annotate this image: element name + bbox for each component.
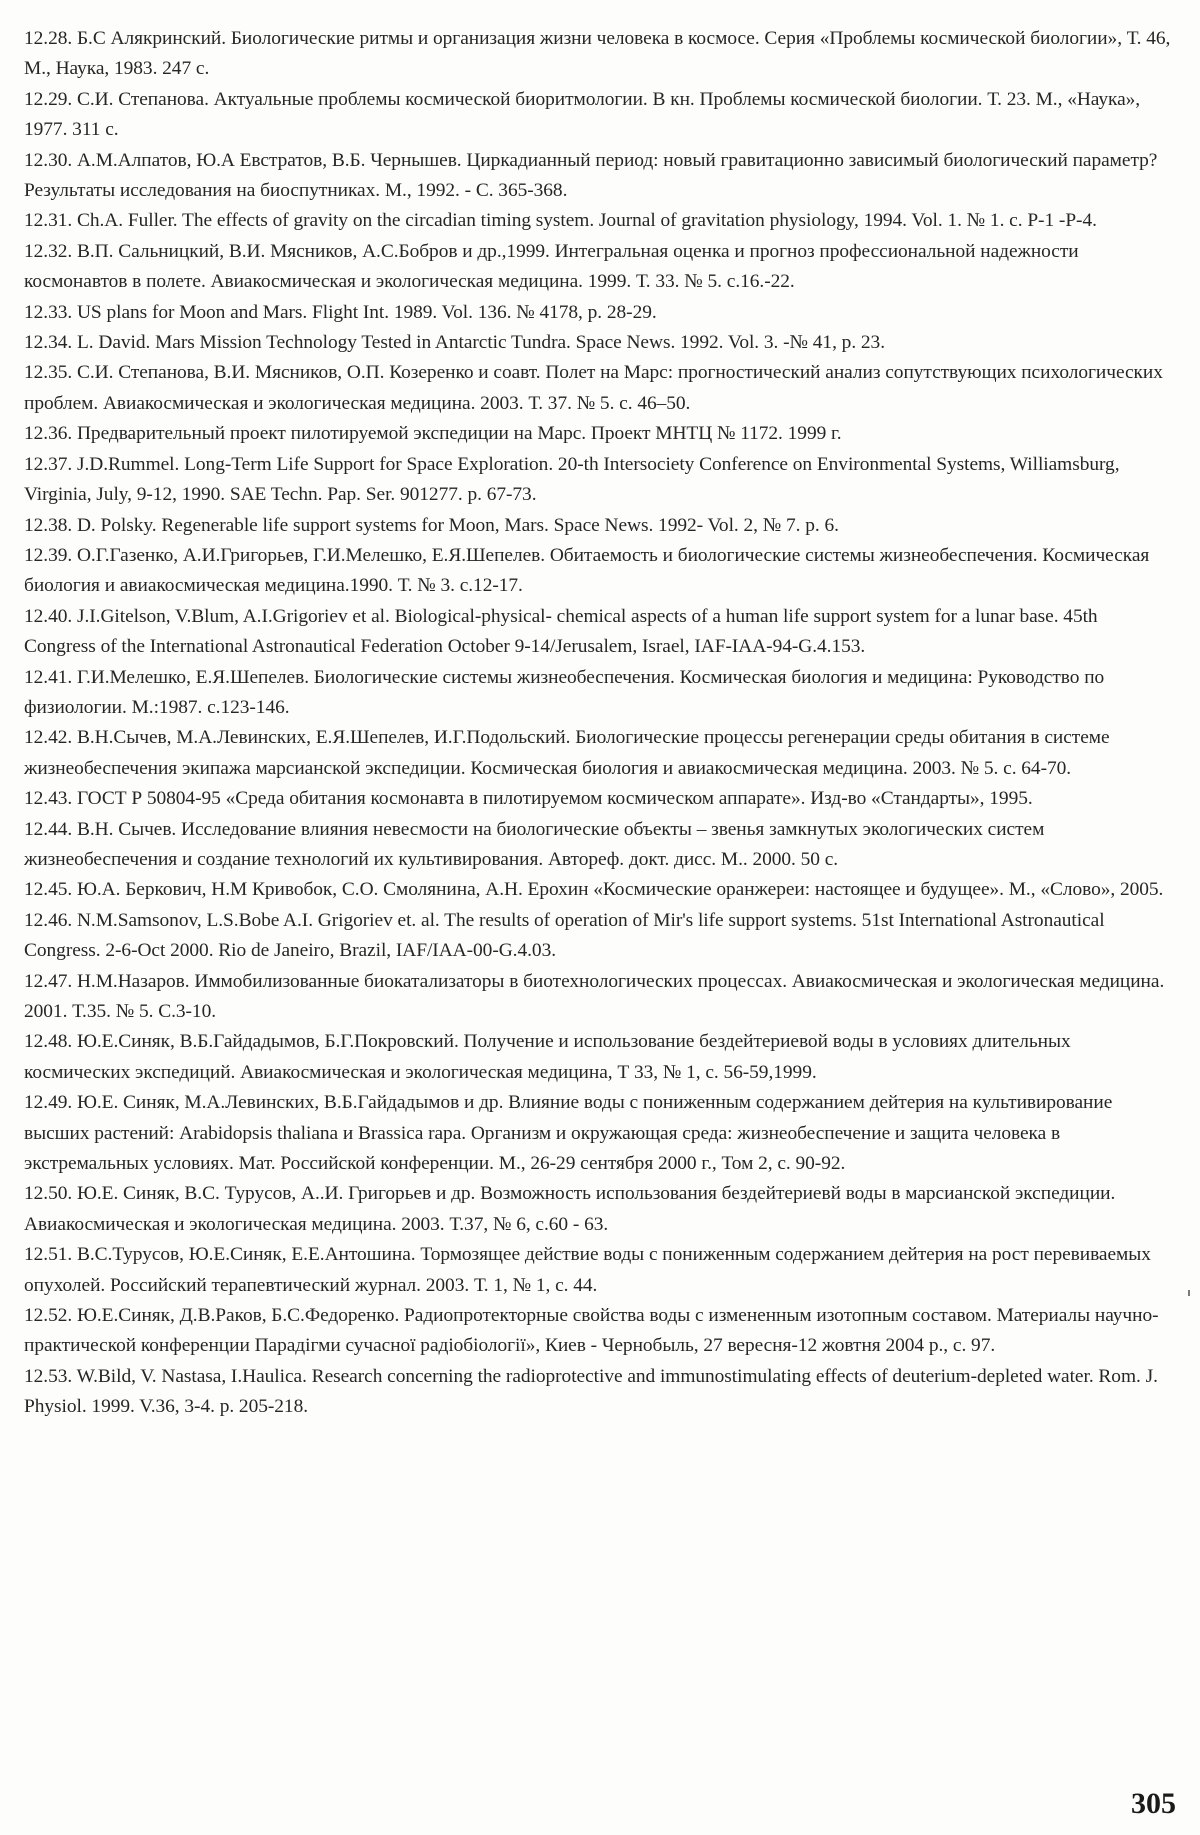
reference-entry: 12.28. Б.С Алякринский. Биологические ритмы и организация жизни человека в космосе. Серия «Проблемы космической биологии», Т. 46, М., Наука, 1983. 247 с. <box>24 28 1171 80</box>
reference-entry: 12.30. А.М.Алпатов, Ю.А Евстратов, В.Б. Чернышев. Циркадианный период: новый гравитационно зависимый биологический параметр? Результаты исследования на биоспутниках. М., 1992. - С. 365-368. <box>24 149 1158 202</box>
reference-entry: 12.52. Ю.Е.Синяк, Д.В.Раков, Б.С.Федоренко. Радиопротекторные свойства воды с измененным изотопным составом. Материалы научно-практической конференции Парадігми сучасної радіобіології», Киев - Чернобыль, 27 вересня-12 жовтня 2004 р., с. 97. <box>24 1305 1159 1357</box>
reference-entry: 12.34. L. David. Mars Mission Technology Tested in Antarctic Tundra. Space News. 1992. Vol. 3. -№ 41, p. 23. <box>24 332 886 354</box>
reference-entry: 12.45. Ю.А. Беркович, Н.М Кривобок, С.О. Смолянина, А.Н. Ерохин «Космические оранжереи: настоящее и будущее». М., «Слово», 2005. <box>24 879 1164 901</box>
reference-entry: 12.44. В.Н. Сычев. Исследование влияния невесмости на биологические объекты – звенья замкнутых экологических систем жизнеобеспечения и создание технологий их культивирования. Автореф. докт. дисс. М.. 2000. 50 с. <box>24 818 1045 870</box>
reference-entry: 12.41. Г.И.Мелешко, Е.Я.Шепелев. Биологические системы жизнеобеспечения. Космическая биология и медицина: Руководство по физиологии. М.:1987. с.123-146. <box>24 666 1105 718</box>
reference-entry: 12.53. W.Bild, V. Nastasa, I.Haulica. Research concerning the radioprotective and immunostimulating effects of deuterium-depleted water. Rom. J. Physiol. 1999. V.36, 3-4. p. 205-218. <box>24 1365 1158 1418</box>
reference-entry: 12.37. J.D.Rummel. Long-Term Life Support for Space Exploration. 20-th Intersociety Conference on Environmental Systems, Williamsburg, Virginia, July, 9-12, 1990. SAE Techn. Pap. Ser. 901277. p. 67-73. <box>24 453 1120 506</box>
reference-entry: 12.48. Ю.Е.Синяк, В.Б.Гайдадымов, Б.Г.Покровский. Получение и использование бездейтериевой воды в условиях длительных космических экспедиций. Авиакосмическая и экологическая медицина, Т 33, № 1, с. 56-59,1999. <box>24 1031 1071 1083</box>
reference-entry: 12.42. В.Н.Сычев, М.А.Левинских, Е.Я.Шепелев, И.Г.Подольский. Биологические процессы регенерации среды обитания в системе жизнеобеспечения экипажа марсианской экспедиции. Космическая биология и авиакосмическая медицина. 2003. № 5. с. 64-70. <box>24 727 1110 779</box>
reference-entry: 12.31. Ch.A. Fuller. The effects of gravity on the circadian timing system. Journal of gravitation physiology, 1994. Vol. 1. № 1. c. P-1 -P-4. <box>24 210 1097 232</box>
reference-entry: 12.36. Предварительный проект пилотируемой экспедиции на Марс. Проект МНТЦ № 1172. 1999 г. <box>24 423 842 445</box>
reference-entry: 12.33. US plans for Moon and Mars. Flight Int. 1989. Vol. 136. № 4178, p. 28-29. <box>24 301 657 323</box>
reference-entry: 12.49. Ю.Е. Синяк, М.А.Левинских, В.Б.Гайдадымов и др. Влияние воды с пониженным содержанием дейтерия на культивирование высших растений: Arabidopsis thaliana и Brassica rapa. Организм и окружающая среда: жизнеобеспечение и защита человека в экстремальных условиях. Мат. Российской конференции. М., 26-29 сентября 2000 г., Том 2, с. 90-92. <box>24 1092 1113 1175</box>
reference-entry: 12.38. D. Polsky. Regenerable life support systems for Moon, Mars. Space News. 1992- Vol. 2, № 7. p. 6. <box>24 514 839 536</box>
reference-entry: 12.39. О.Г.Газенко, А.И.Григорьев, Г.И.Мелешко, Е.Я.Шепелев. Обитаемость и биологические системы жизнеобеспечения. Космическая биология и авиакосмическая медицина.1990. Т. № 3. с.12-17. <box>24 544 1150 597</box>
reference-entry: 12.29. С.И. Степанова. Актуальные проблемы космической биоритмологии. В кн. Проблемы космической биологии. Т. 23. М., «Наука», 1977. 311 с. <box>24 88 1141 141</box>
reference-entry: 12.32. В.П. Сальницкий, В.И. Мясников, А.С.Бобров и др.,1999. Интегральная оценка и прогноз профессиональной надежности космонавтов в полете. Авиакосмическая и экологическая медицина. 1999. Т. 33. № 5. с.16.-22. <box>24 240 1079 293</box>
reference-list <box>24 24 1174 1423</box>
reference-entry: 12.43. ГОСТ Р 50804-95 «Среда обитания космонавта в пилотируемом космическом аппарате». Изд-во «Стандарты», 1995. <box>24 788 1033 810</box>
page-number: 305 <box>1131 1787 1176 1820</box>
scan-edge-mark <box>1188 1290 1190 1296</box>
reference-entry: 12.50. Ю.Е. Синяк, В.С. Турусов, А..И. Григорьев и др. Возможность использования бездейтериевй воды в марсианской экспедиции. Авиакосмическая и экологическая медицина. 2003. Т.37, № 6, с.60 - 63. <box>24 1183 1116 1235</box>
reference-entry: 12.51. В.С.Турусов, Ю.Е.Синяк, Е.Е.Антошина. Тормозящее действие воды с пониженным содержанием дейтерия на рост перевиваемых опухолей. Российский терапевтический журнал. 2003. Т. 1, № 1, с. 44. <box>24 1244 1151 1296</box>
reference-entry: 12.35. С.И. Степанова, В.И. Мясников, О.П. Козеренко и соавт. Полет на Марс: прогностический анализ сопутствующих психологических проблем. Авиакосмическая и экологическая медицина. 2003. Т. 37. № 5. с. 46–50. <box>24 362 1163 414</box>
reference-entry: 12.47. Н.М.Назаров. Иммобилизованные биокатализаторы в биотехнологических процессах. Авиакосмическая и экологическая медицина. 2001. Т.35. № 5. С.3-10. <box>24 970 1165 1022</box>
reference-entry: 12.46. N.M.Samsonov, L.S.Bobe A.I. Grigoriev et. al. The results of operation of Mir's life support systems. 51st International Astronautical Congress. 2-6-Oct 2000. Rio de Janeiro, Brazil, IAF/IAA-00-G.4.03. <box>24 909 1105 962</box>
reference-entry: 12.40. J.I.Gitelson, V.Blum, A.I.Grigoriev et al. Biological-physical- chemical aspects of a human life support system for a lunar base. 45th Congress of the International Astronautical Federation October 9-14/Jerusalem, Israel, IAF-IAA-94-G.4.153. <box>24 605 1098 658</box>
